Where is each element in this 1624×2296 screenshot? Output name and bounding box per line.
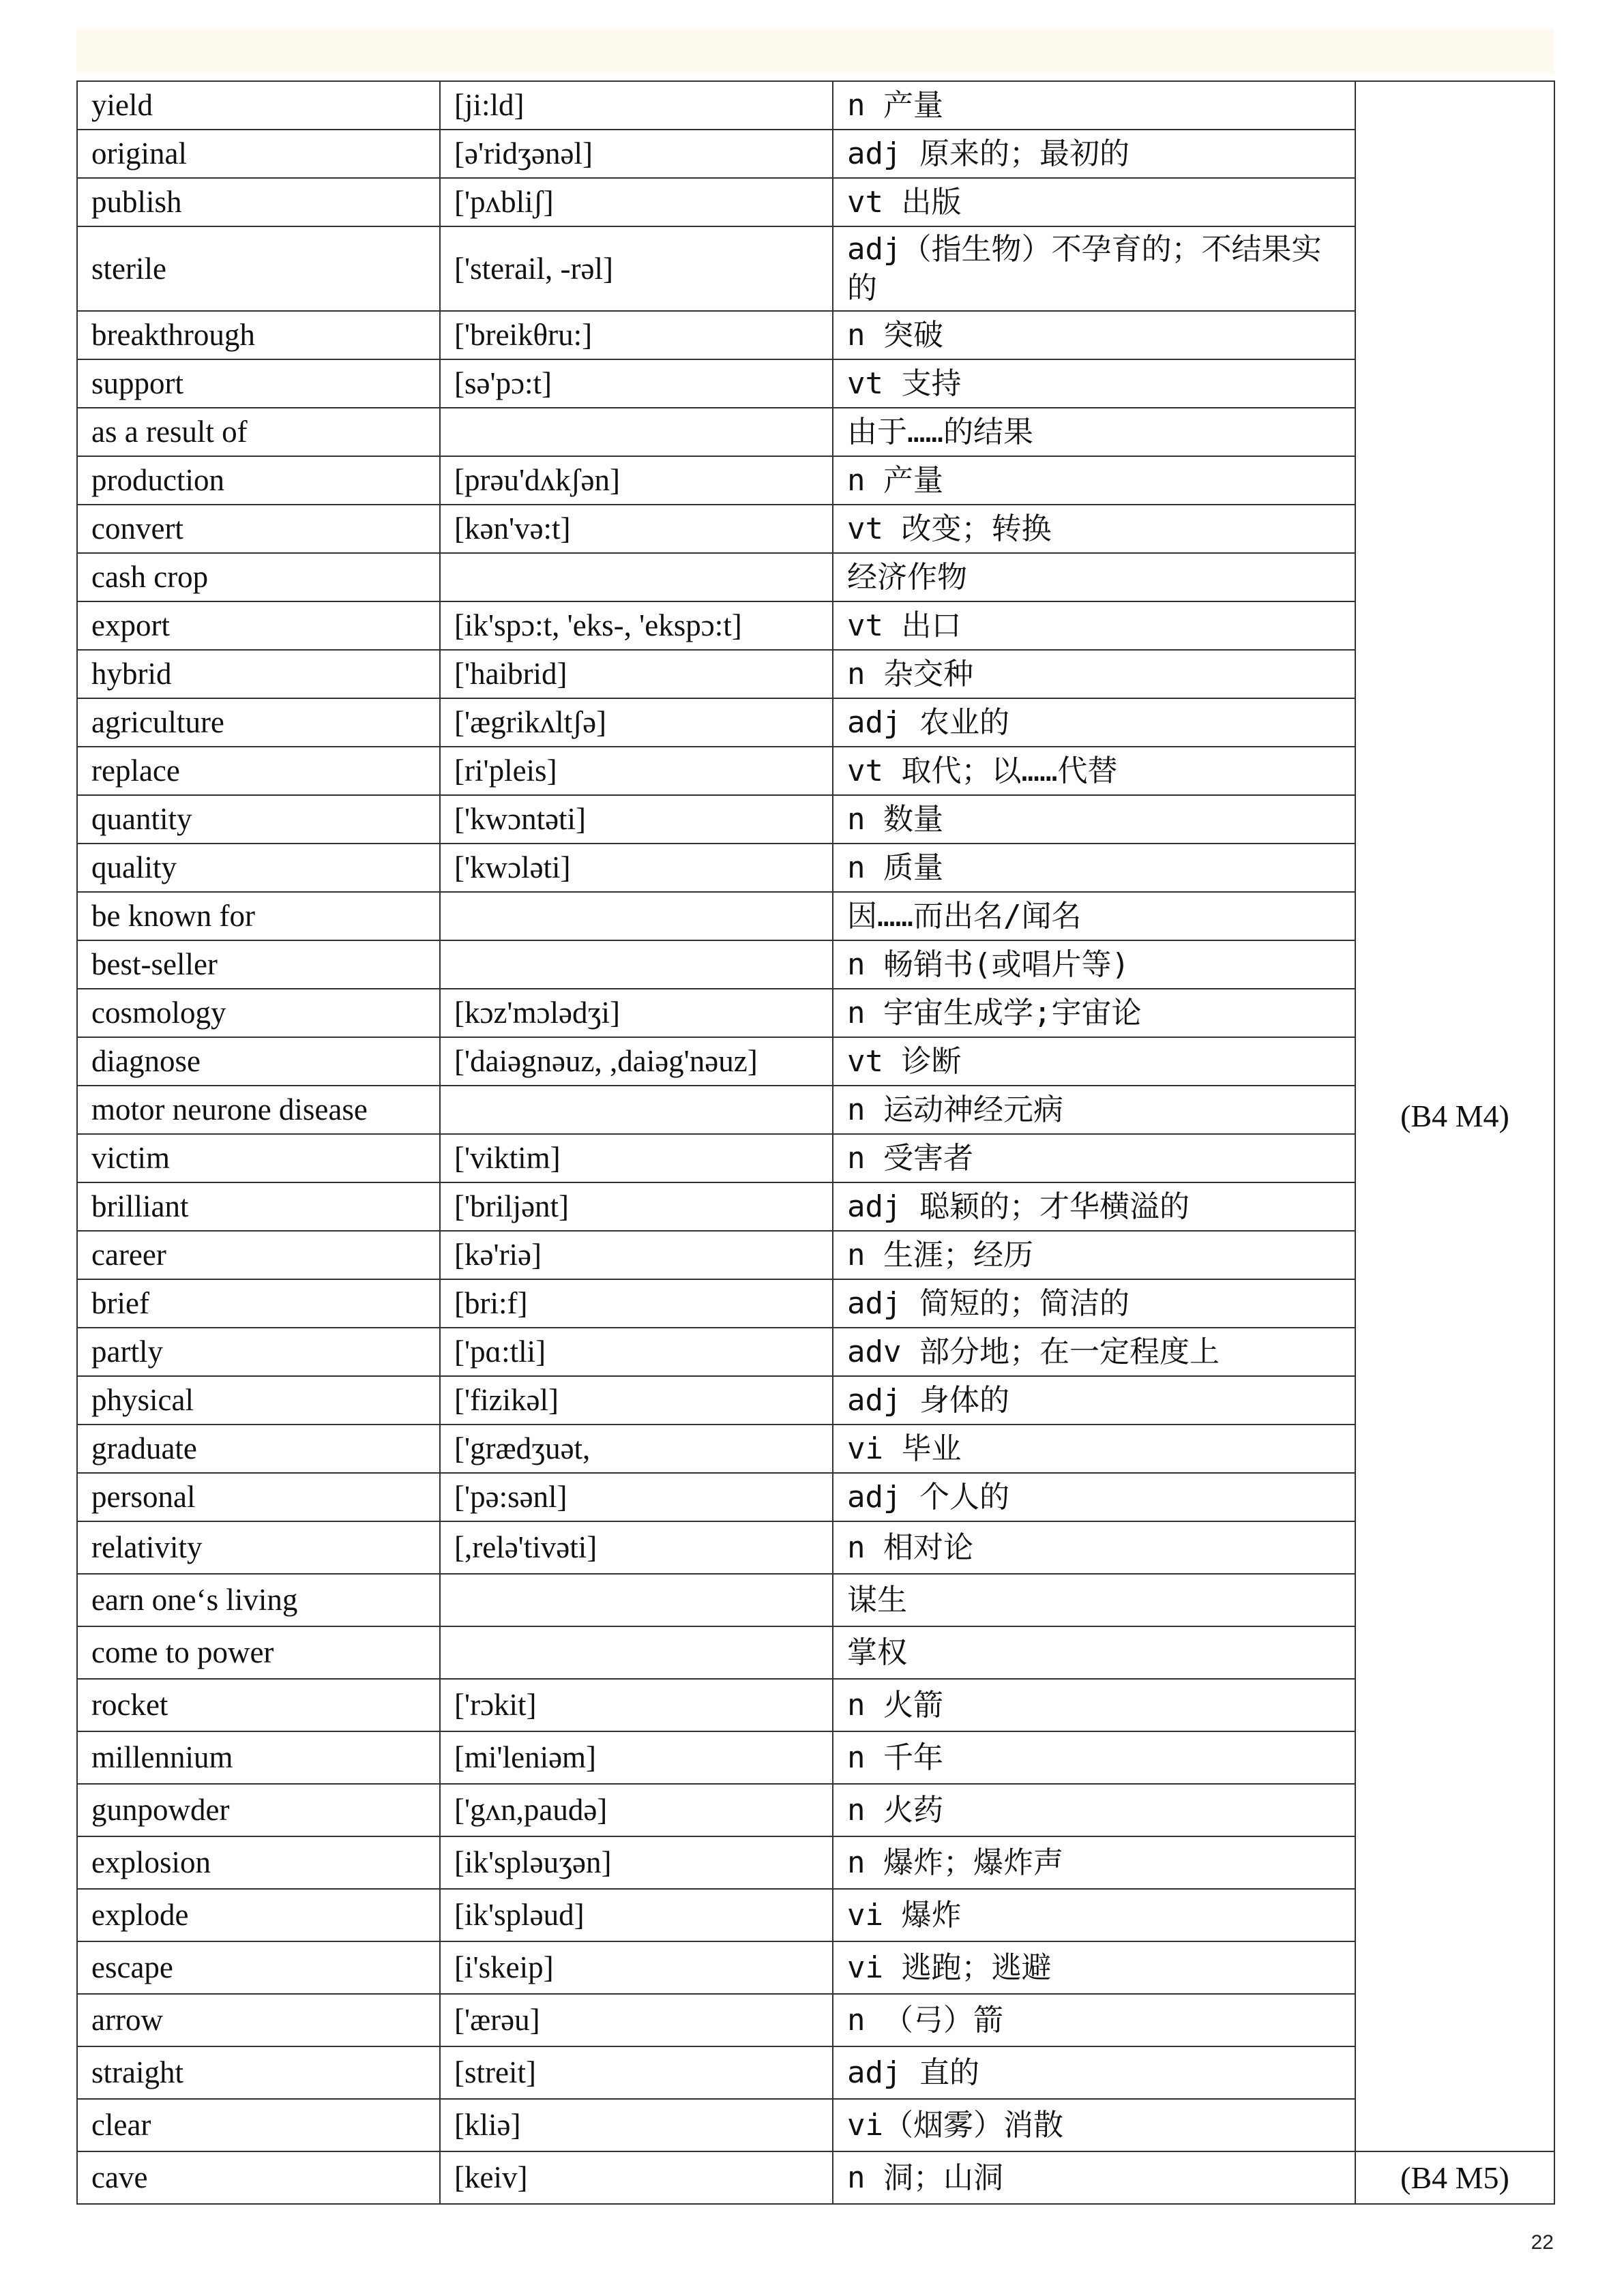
table-row	[77, 1626, 1554, 1679]
word-cell: straight	[77, 2046, 440, 2099]
word-cell: production	[77, 456, 440, 505]
word-cell: support	[77, 359, 440, 408]
table-row	[77, 1836, 1554, 1889]
word-cell: brilliant	[77, 1182, 440, 1231]
table-row	[77, 1134, 1554, 1182]
meaning-cell: 由于……的结果	[833, 408, 1355, 456]
table-row	[77, 1521, 1554, 1574]
word-cell: clear	[77, 2099, 440, 2151]
phonetic-cell: [keiv]	[440, 2151, 833, 2204]
phonetic-cell	[440, 1574, 833, 1626]
word-cell: cave	[77, 2151, 440, 2204]
vocabulary-table	[76, 80, 1555, 2205]
table-row	[77, 1679, 1554, 1731]
phonetic-cell: ['pə:sənl]	[440, 1473, 833, 1521]
meaning-cell: 经济作物	[833, 553, 1355, 601]
table-row	[77, 2046, 1554, 2099]
table-row	[77, 1279, 1554, 1328]
table-row	[77, 1731, 1554, 1784]
phonetic-cell: [i'skeip]	[440, 1941, 833, 1994]
table-row	[77, 1182, 1554, 1231]
phonetic-cell	[440, 553, 833, 601]
table-row	[77, 747, 1554, 795]
word-cell: diagnose	[77, 1037, 440, 1086]
phonetic-cell: [sə'pɔ:t]	[440, 359, 833, 408]
table-row	[77, 892, 1554, 940]
word-cell: publish	[77, 178, 440, 226]
phonetic-cell: [,relə'tivəti]	[440, 1521, 833, 1574]
word-cell: motor neurone disease	[77, 1086, 440, 1134]
table-row	[77, 1425, 1554, 1473]
meaning-cell: n （弓）箭	[833, 1994, 1355, 2046]
table-row	[77, 311, 1554, 359]
word-cell: agriculture	[77, 698, 440, 747]
word-cell: convert	[77, 505, 440, 553]
table-row	[77, 601, 1554, 650]
meaning-cell: adj 原来的；最初的	[833, 130, 1355, 178]
word-cell: quantity	[77, 795, 440, 844]
word-cell: rocket	[77, 1679, 440, 1731]
word-cell: breakthrough	[77, 311, 440, 359]
phonetic-cell: ['grædʒuət,	[440, 1425, 833, 1473]
word-cell: yield	[77, 81, 440, 130]
meaning-cell: n 运动神经元病	[833, 1086, 1355, 1134]
word-cell: physical	[77, 1376, 440, 1425]
meaning-cell: n 相对论	[833, 1521, 1355, 1574]
meaning-cell: n 爆炸；爆炸声	[833, 1836, 1355, 1889]
meaning-cell: n 产量	[833, 81, 1355, 130]
phonetic-cell: ['kwɔntəti]	[440, 795, 833, 844]
table-row	[77, 505, 1554, 553]
table-row	[77, 359, 1554, 408]
meaning-cell: n 受害者	[833, 1134, 1355, 1182]
meaning-cell: 因……而出名/闻名	[833, 892, 1355, 940]
unit-label-b4m5: (B4 M5)	[1355, 2151, 1554, 2204]
meaning-cell: adj（指生物）不孕育的；不结果实的	[833, 226, 1355, 311]
phonetic-cell: ['gʌn,paudə]	[440, 1784, 833, 1836]
meaning-cell: vt 出版	[833, 178, 1355, 226]
phonetic-cell	[440, 940, 833, 989]
page-number: 22	[1531, 2231, 1554, 2254]
phonetic-cell: ['ærəu]	[440, 1994, 833, 2046]
table-row	[77, 940, 1554, 989]
word-cell: original	[77, 130, 440, 178]
meaning-cell: n 生涯；经历	[833, 1231, 1355, 1279]
phonetic-cell: ['kwɔləti]	[440, 844, 833, 892]
phonetic-cell: ['briljənt]	[440, 1182, 833, 1231]
table-row	[77, 795, 1554, 844]
meaning-cell: adj 农业的	[833, 698, 1355, 747]
meaning-cell: adj 直的	[833, 2046, 1355, 2099]
unit-label-b4m4: (B4 M4)	[1355, 81, 1554, 2151]
table-row	[77, 408, 1554, 456]
meaning-cell: n 突破	[833, 311, 1355, 359]
meaning-cell: n 洞；山洞	[833, 2151, 1355, 2204]
word-cell: sterile	[77, 226, 440, 311]
meaning-cell: n 宇宙生成学;宇宙论	[833, 989, 1355, 1037]
phonetic-cell: [ri'pleis]	[440, 747, 833, 795]
word-cell: quality	[77, 844, 440, 892]
phonetic-cell: [streit]	[440, 2046, 833, 2099]
word-cell: explode	[77, 1889, 440, 1941]
phonetic-cell: [kə'riə]	[440, 1231, 833, 1279]
phonetic-cell: ['viktim]	[440, 1134, 833, 1182]
phonetic-cell: ['breikθru:]	[440, 311, 833, 359]
table-row	[77, 1086, 1554, 1134]
phonetic-cell: [ə'ridʒənəl]	[440, 130, 833, 178]
meaning-cell: vi 逃跑；逃避	[833, 1941, 1355, 1994]
table-row	[77, 456, 1554, 505]
word-cell: export	[77, 601, 440, 650]
meaning-cell: n 火药	[833, 1784, 1355, 1836]
word-cell: victim	[77, 1134, 440, 1182]
phonetic-cell: [mi'leniəm]	[440, 1731, 833, 1784]
word-cell: come to power	[77, 1626, 440, 1679]
word-cell: as a result of	[77, 408, 440, 456]
meaning-cell: n 质量	[833, 844, 1355, 892]
word-cell: cash crop	[77, 553, 440, 601]
phonetic-cell: ['ægrikʌltʃə]	[440, 698, 833, 747]
table-row	[77, 1784, 1554, 1836]
meaning-cell: vi（烟雾）消散	[833, 2099, 1355, 2151]
phonetic-cell: [kliə]	[440, 2099, 833, 2151]
phonetic-cell	[440, 1626, 833, 1679]
table-row	[77, 1574, 1554, 1626]
table-row	[77, 1231, 1554, 1279]
table-row	[77, 698, 1554, 747]
page-header-band	[76, 29, 1554, 74]
meaning-cell: n 畅销书(或唱片等)	[833, 940, 1355, 989]
word-cell: arrow	[77, 1994, 440, 2046]
phonetic-cell: ['haibrid]	[440, 650, 833, 698]
meaning-cell: n 产量	[833, 456, 1355, 505]
phonetic-cell	[440, 892, 833, 940]
table-row	[77, 553, 1554, 601]
table-row	[77, 1941, 1554, 1994]
meaning-cell: n 火箭	[833, 1679, 1355, 1731]
meaning-cell: 掌权	[833, 1626, 1355, 1679]
word-cell: personal	[77, 1473, 440, 1521]
meaning-cell: n 数量	[833, 795, 1355, 844]
phonetic-cell: ['fizikəl]	[440, 1376, 833, 1425]
word-cell: earn one‘s living	[77, 1574, 440, 1626]
word-cell: hybrid	[77, 650, 440, 698]
meaning-cell: vt 出口	[833, 601, 1355, 650]
meaning-cell: adj 身体的	[833, 1376, 1355, 1425]
phonetic-cell	[440, 408, 833, 456]
table-row	[77, 130, 1554, 178]
table-row	[77, 2151, 1554, 2204]
meaning-cell: vi 爆炸	[833, 1889, 1355, 1941]
table-row	[77, 650, 1554, 698]
phonetic-cell	[440, 1086, 833, 1134]
phonetic-cell: ['pɑ:tli]	[440, 1328, 833, 1376]
phonetic-cell: [prəu'dʌkʃən]	[440, 456, 833, 505]
word-cell: replace	[77, 747, 440, 795]
meaning-cell: vt 取代；以……代替	[833, 747, 1355, 795]
table-row	[77, 1473, 1554, 1521]
meaning-cell: vi 毕业	[833, 1425, 1355, 1473]
table-row	[77, 1037, 1554, 1086]
meaning-cell: vt 诊断	[833, 1037, 1355, 1086]
meaning-cell: vt 改变；转换	[833, 505, 1355, 553]
phonetic-cell: ['rɔkit]	[440, 1679, 833, 1731]
meaning-cell: adv 部分地；在一定程度上	[833, 1328, 1355, 1376]
word-cell: explosion	[77, 1836, 440, 1889]
phonetic-cell: [ji:ld]	[440, 81, 833, 130]
word-cell: best-seller	[77, 940, 440, 989]
phonetic-cell: ['daiəgnəuz, ,daiəg'nəuz]	[440, 1037, 833, 1086]
phonetic-cell: ['pʌbliʃ]	[440, 178, 833, 226]
meaning-cell: vt 支持	[833, 359, 1355, 408]
table-row	[77, 1376, 1554, 1425]
table-row	[77, 2099, 1554, 2151]
meaning-cell: n 杂交种	[833, 650, 1355, 698]
table-row	[77, 1328, 1554, 1376]
table-row	[77, 178, 1554, 226]
word-cell: career	[77, 1231, 440, 1279]
table-row	[77, 226, 1554, 311]
word-cell: relativity	[77, 1521, 440, 1574]
meaning-cell: 谋生	[833, 1574, 1355, 1626]
table-row	[77, 81, 1554, 130]
meaning-cell: adj 个人的	[833, 1473, 1355, 1521]
phonetic-cell: [kən'və:t]	[440, 505, 833, 553]
meaning-cell: adj 简短的；简洁的	[833, 1279, 1355, 1328]
meaning-cell: adj 聪颖的；才华横溢的	[833, 1182, 1355, 1231]
word-cell: partly	[77, 1328, 440, 1376]
word-cell: escape	[77, 1941, 440, 1994]
word-cell: gunpowder	[77, 1784, 440, 1836]
word-cell: graduate	[77, 1425, 440, 1473]
table-row	[77, 844, 1554, 892]
table-row	[77, 1889, 1554, 1941]
word-cell: be known for	[77, 892, 440, 940]
phonetic-cell: [kɔz'mɔlədʒi]	[440, 989, 833, 1037]
table-row	[77, 1994, 1554, 2046]
meaning-cell: n 千年	[833, 1731, 1355, 1784]
phonetic-cell: ['sterail, -rəl]	[440, 226, 833, 311]
table-row	[77, 989, 1554, 1037]
word-cell: millennium	[77, 1731, 440, 1784]
phonetic-cell: [bri:f]	[440, 1279, 833, 1328]
phonetic-cell: [ik'spɔ:t, 'eks-, 'ekspɔ:t]	[440, 601, 833, 650]
word-cell: brief	[77, 1279, 440, 1328]
phonetic-cell: [ik'spləud]	[440, 1889, 833, 1941]
phonetic-cell: [ik'spləuʒən]	[440, 1836, 833, 1889]
word-cell: cosmology	[77, 989, 440, 1037]
